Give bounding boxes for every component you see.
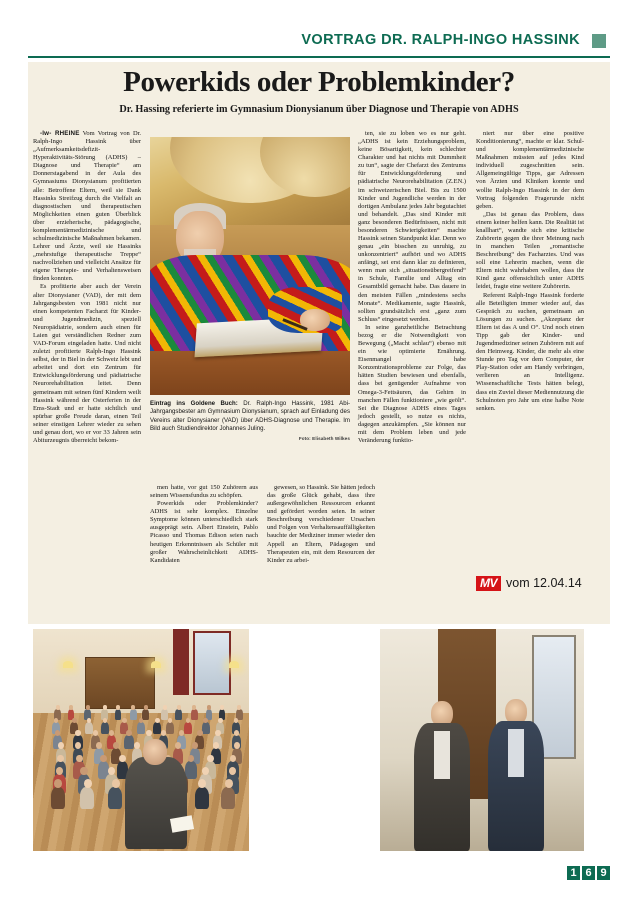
page-number	[567, 866, 610, 880]
article-column-4	[476, 130, 584, 413]
audience-head	[80, 767, 88, 775]
audience-head	[144, 705, 148, 709]
audience-person	[130, 709, 137, 720]
photo-auditorium	[33, 629, 249, 851]
audience-head	[122, 718, 127, 723]
audience-person	[51, 787, 65, 809]
audience-head	[207, 705, 211, 709]
photo-caption	[150, 400, 350, 443]
col1-paragraph-1: Vom Vortrag von Dr. Ralph-Ingo Hassink über „Aufmerksamkeitsdefizit-Hyperaktivitäts-Störung (ADHS) – Diagnose und Therapie“ am Donnerstagabend in der Aula des Gymnasiums Dionysianum profitierten alle: Betroffene Eltern, weil sie Dank Hassinks Streifzug durch die Vielfalt an diagnostischen und therapeutischen Möglichkeiten einen guten Überblick über erzieherische, pädagogische, komplementärmedizinische und schulmedizinische Maßnahmen bekamen. Lehrer und Ärzte, weil sie Hassinks „mehrstufige therapeutische Treppe“ nachvollziehen und vielleicht Ansätze für eigene Therapie- und Verhaltensweisen finden konnten.	[33, 130, 141, 283]
photo-credit: Foto: Elisabeth Wilkes	[298, 435, 350, 441]
audience-person	[185, 761, 197, 779]
audience-head	[146, 730, 151, 736]
person-left	[414, 701, 470, 851]
audience-head	[103, 705, 107, 709]
col3a-paragraph-1: gewesen, so Hassink. Sie hätten jedoch das große Glück gehabt, dass ihre außergewöhnlichen Ressourcen erkannt und gefördert worden seien. In seiner Beschreibung verschiedener Ursachen und Folgen von Verhaltensauffälligkeiten bauchte der Mediziner immer wieder den Appell an Eltern, Pädagogen und Therapeuten ein, mit dem Resourcen der Kinder zu arbei-	[267, 484, 376, 564]
audience-head	[220, 705, 224, 709]
dateline: -lw- RHEINE	[40, 130, 80, 137]
audience-head	[213, 742, 219, 749]
page-subtitle: Dr. Hassing referierte im Gymnasium Dionysianum über Diagnose und Therapie von ADHS	[119, 104, 519, 115]
audience-head	[215, 730, 220, 736]
audience-head	[84, 779, 92, 788]
audience-person	[108, 787, 122, 809]
audience-person	[175, 709, 182, 720]
audience-person	[166, 722, 174, 734]
audience-head	[100, 755, 107, 763]
caption-lead: Eintrag ins Goldene Buch:	[150, 400, 238, 407]
audience-head	[112, 779, 120, 788]
page-number-digit-1: 6	[582, 866, 595, 880]
audience-head	[76, 755, 83, 763]
audience-head	[131, 705, 135, 709]
title-band	[28, 62, 610, 121]
audience-head	[155, 718, 160, 723]
person-right	[488, 699, 544, 851]
audience-head	[57, 755, 64, 763]
audience-head	[87, 718, 92, 723]
audience-person	[142, 709, 149, 720]
article-column-1	[33, 130, 141, 445]
article-column-2	[150, 484, 258, 565]
audience-person	[101, 722, 109, 734]
page-number-digit-2: 9	[597, 866, 610, 880]
photo-two-men	[380, 629, 584, 851]
audience-head	[192, 705, 196, 709]
audience-person	[184, 722, 192, 734]
audience-head	[177, 705, 181, 709]
audience-head	[203, 718, 208, 723]
audience-head	[175, 742, 181, 749]
audience-person	[195, 787, 209, 809]
audience-person	[221, 787, 235, 809]
mv-logo: MV	[476, 576, 501, 591]
audience-head	[69, 705, 73, 709]
col3b-paragraph-2: In seine ganzheitliche Betrachtung bezog er die Notwendigkeit von Bewegung („Macht schlau“) ebenso mit ein wie optimierte Ernährung. Eisenmangel habe Konzentrationsprobleme zur Folge, das hätten Studien bewiesen und ebenfalls, dass bei genügender Aufnahme von Omega-3-Fettsäuren, das Gehirn in manchen Fällen funktioniere „wie geölt“. Sei die Diagnose ADHS eines Tages jedoch gestellt, so nutze es nichts, dagegen anzukämpfen. „Sie können nur mit dem Problem leben und jede Veränderung funktio-	[358, 323, 466, 444]
source-block	[476, 572, 588, 594]
audience-head	[116, 705, 120, 709]
audience-head	[218, 718, 223, 723]
audience-person	[80, 787, 94, 809]
caption-text: Dr. Ralph-Ingo Hassink, 1981 Abi-Jahrgangsbester am Gymnasium Dionysianum, sprach auf Einladung des Vereins alter Dionysianer (VAD) über ADHS-Diagnose und Therapie. Im Bild auch Studiendirektor Johannes Juling.	[150, 400, 350, 433]
publication-date: vom 12.04.14	[506, 576, 582, 590]
col4-paragraph-3: Referent Ralph-Ingo Hassink forderte alle Beteiligten immer wieder auf, das Gespräch zu suchen, gemeinsam an Lösungen zu suchen. „Akzeptanz der Eltern ist das A und O“. Und noch einen Tipp gab der Kinder- und Jugendmediziner seinen Zuhörern mit auf den Heimweg. Kinder, die mehr als eine Stunde pro Tag vor dem Computer, der Play-Station oder am Handy verbringen, verlieren an Intelligenz. Wissenschaftliche Tests hätten belegt, dass ein Zuviel dieser Mediennutzung die Schulnoten pro Jahr um eine halbe Note senken.	[476, 291, 584, 412]
article-column-3a	[267, 484, 375, 565]
audience-head	[207, 755, 214, 763]
audience-head	[202, 767, 210, 775]
col1-paragraph-2: Es profitierte aber auch der Verein alter Dionysianer (VAD), der mit dem Jahrgangsbesten von 1981 nicht nur einen kompetenten Facharzt für Kinder- und Jugendmedizin, speziell Neuropädiatrie, sondern auch einen für Laien gut verständlichen Redner zum VAD-Forum eingeladen hatte. Und nicht zuletzt profitierte Ralph-Ingo Hassink selbst, der in Biel in der Schweiz lebt und arbeitet und dort ein Zentrum für Entwicklungsförderung und pädiatrische Neurorehabilitation leitet. Denn gemeinsam mit seinen fünf Kindern weilt Hassink während der Osterferien in der Ems-Stadt und er hatte sichtlich und spürbar große Freude daran, einen Teil seiner einstigen Lehrer wieder zu sehen und genau dort, wo er vor 33 Jahren sein Abiturzeugnis überreicht bekom-	[33, 283, 141, 444]
audience-head	[72, 718, 77, 723]
audience-head	[234, 730, 239, 736]
audience-person	[202, 722, 210, 734]
col4-paragraph-2: „Das ist genau das Problem, dass einem keiner helfen kann. Die Realität ist knallhart“, wandte sich eine kritische Zuhörerin gegen die ihrer Meinung nach in manchen Teilen „romantische Beschreibung“ des Facharztes. Und was soll eine Lehrerin machen, wenn die Eltern nicht wahrhaben wollen, dass ihr Kind ganz offensichtlich unter ADHS leidet, fragte eine weitere Zuhörerin.	[476, 210, 584, 291]
audience-head	[86, 705, 90, 709]
page-number-digit-0: 1	[567, 866, 580, 880]
article-column-3b	[358, 130, 466, 445]
audience-head	[134, 742, 140, 749]
audience-head	[225, 779, 233, 788]
audience-person	[191, 709, 198, 720]
audience-head	[54, 718, 59, 723]
audience-person	[161, 709, 168, 720]
audience-person	[137, 722, 145, 734]
audience-head	[163, 705, 167, 709]
audience-person	[115, 709, 122, 720]
audience-head	[161, 730, 166, 736]
kicker-square-icon	[592, 34, 606, 48]
col4-paragraph-1: niert nur über eine positive Konditionierung“, machte er klar. Schul- und komplementärmedizinische Maßnahmen müssten auf jedes Kind individuell zugeschnitten sein. Allgemeingültige Tipps, gar Adressen von Ärzten und Kliniken konnte und wollte Ralph-Ingo Hassink in der dem Vortrag folgenden Fragerunde nicht geben.	[476, 130, 584, 210]
audience-head	[234, 742, 240, 749]
audience-person	[85, 722, 93, 734]
audience-head	[75, 730, 80, 736]
col2-paragraph-2: Powerkids oder Problemkinder? ADHS ist sehr komplex. Einzelne Symptome können unterschiedlich stark ausgeprägt sein. Albert Einstein, Pablo Picasso und Thomas Edison seien nach heutigen Erkenntnissen als Schüler mit großer Wahrscheinlichkeit ADHS-Kandidaten	[150, 500, 258, 564]
header-divider	[28, 56, 610, 58]
section-kicker: VORTRAG DR. RALPH-INGO HASSINK	[301, 32, 580, 48]
audience-person	[124, 735, 133, 749]
col3b-paragraph-1: ten, sie zu loben wo es nur geht. „ADHS ist kein Erziehungsproblem, keine Bösartigkeit, kein schlechter Charakter und hat nichts mit Dummheit zu tun“, sagte der Chefarzt des Zentrums für Entwicklungsförderung und pädiatrische Neurorehabilitation (Z.EN.) im schweizerischen Biel. Bis zu 1500 Kinder und Jugendliche werden in der dortigen Ambulanz jedes Jahr begutachtet und behandelt. „Das sind Kinder mit ganz besonderen Bedürfnissen, nicht mit besonderen Schwierigkeiten“ machte Hassink seinen Standpunkt klar. Denn wo genau „ein bisschen zu unruhig, zu unkonzentriert“ aufhört und wo ADHS anfängt, sei erst dann klar zu definieren, wenn man sich „situationsübergreifend“ in Schule, Familie und Alltag ein Gesamtbild gemacht habe. Das dauere in den meisten Fällen „mindestens sechs Monate“. Medikamente, sagte Hassink, sollten grundsätzlich erst „ganz zum Schluss“ eingesetzt werden.	[358, 130, 466, 323]
audience-head	[179, 730, 184, 736]
audience-head	[197, 730, 202, 736]
audience-head	[192, 742, 198, 749]
photo-golden-book	[150, 137, 350, 395]
audience-head	[168, 718, 173, 723]
audience-person	[153, 722, 161, 734]
audience-head	[109, 730, 114, 736]
audience-head	[56, 705, 60, 709]
page-title: Powerkids oder Problemkinder?	[123, 66, 515, 98]
audience-head	[126, 730, 131, 736]
col2-paragraph-1: men hatte, vor gut 150 Zuhörern aus seinem Wissensfundus zu schöpfen.	[150, 484, 258, 500]
